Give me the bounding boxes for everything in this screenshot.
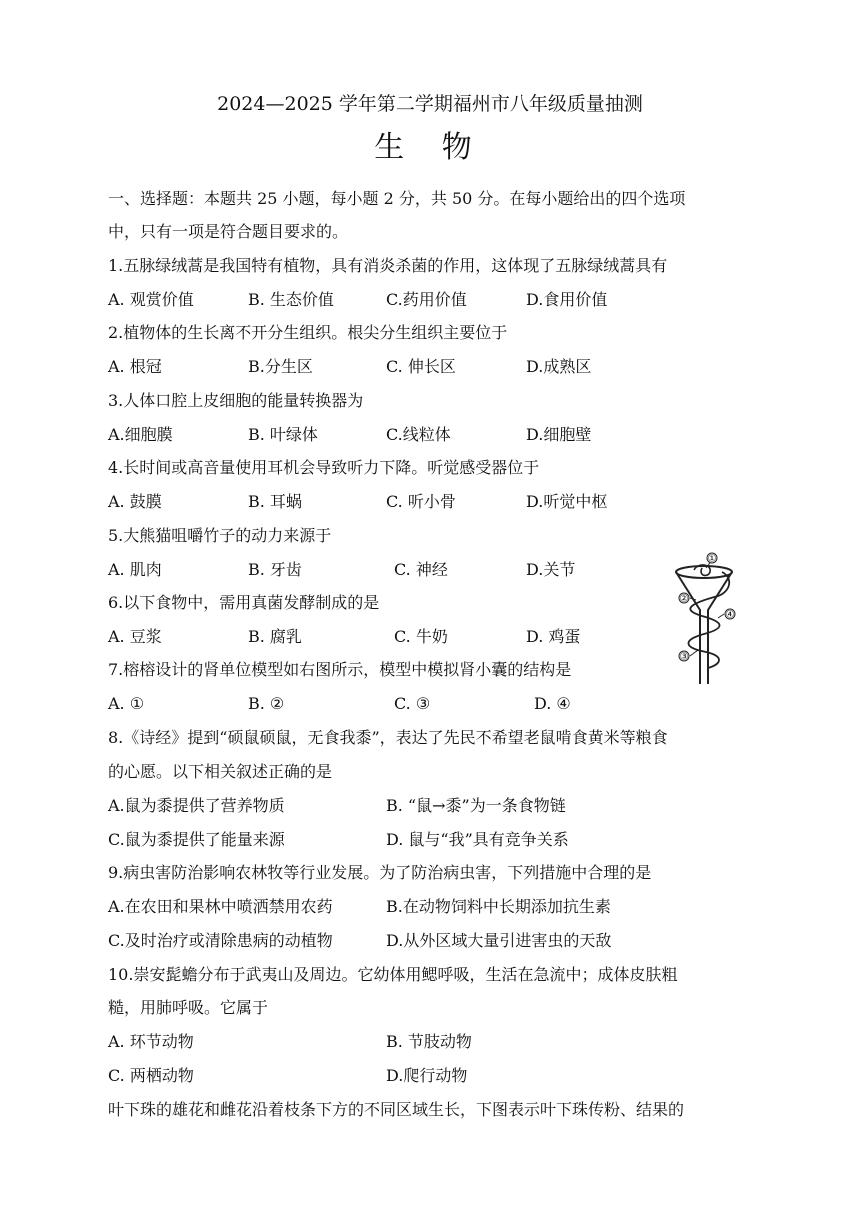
question-1-option-c: C.药用价值: [386, 290, 467, 309]
question-1-option-a: A. 观赏价值: [108, 290, 194, 309]
question-8-option-b: B. “鼠→黍”为一条食物链: [386, 796, 566, 815]
question-4-stem: 4.长时间或高音量使用耳机会导致听力下降。听觉感受器位于: [108, 458, 540, 477]
question-4-option-b: B. 耳蜗: [248, 492, 302, 511]
question-2-option-d: D.成熟区: [526, 357, 592, 376]
funnel-body: [676, 572, 732, 684]
question-5-stem: 5.大熊猫咀嚼竹子的动力来源于: [108, 526, 332, 545]
question-2-option-b: B.分生区: [248, 357, 313, 376]
figure-label-2: ②: [679, 593, 689, 605]
question-10-stem-cont: 糙，用肺呼吸。它属于: [108, 998, 269, 1017]
question-2-option-a: A. 根冠: [108, 357, 162, 376]
figure-label-1: ①: [707, 553, 717, 565]
passage-intro-text: 叶下珠的雄花和雌花沿着枝条下方的不同区域生长，下图表示叶下珠传粉、结果的: [108, 1100, 685, 1119]
question-5-option-a: A. 肌肉: [108, 560, 162, 579]
question-9-option-a: A.在农田和果林中喷洒禁用农药: [108, 897, 333, 916]
question-1-option-d: D.食用价值: [526, 290, 608, 309]
question-10-stem: 10.崇安髭蟾分布于武夷山及周边。它幼体用鳃呼吸，生活在急流中；成体皮肤粗: [108, 965, 678, 984]
section-intro-line1: 一、选择题：本题共 25 小题，每小题 2 分，共 50 分。在每小题给出的四个选项: [108, 189, 686, 208]
question-8-stem: 8.《诗经》提到“硕鼠硕鼠，无食我黍”，表达了先民不希望老鼠啃食黄米等粮食: [108, 728, 668, 747]
question-3-option-d: D.细胞壁: [526, 425, 592, 444]
question-6-option-d: D. 鸡蛋: [526, 627, 581, 646]
question-4-option-a: A. 鼓膜: [108, 492, 162, 511]
question-9-option-b: B.在动物饲料中长期添加抗生素: [386, 897, 611, 916]
question-9-option-d: D.从外区域大量引进害虫的天敌: [386, 931, 612, 950]
question-2-stem: 2.植物体的生长离不开分生组织。根尖分生组织主要位于: [108, 323, 508, 342]
question-10-option-b: B. 节肢动物: [386, 1032, 472, 1051]
question-3-option-c: C.线粒体: [386, 425, 451, 444]
question-5-option-b: B. 牙齿: [248, 560, 302, 579]
figure-label-3: ③: [679, 651, 689, 663]
question-9-stem: 9.病虫害防治影响农林牧等行业发展。为了防治病虫害，下列措施中合理的是: [108, 863, 652, 882]
question-8-option-a: A.鼠为黍提供了营养物质: [108, 796, 285, 815]
question-10-option-a: A. 环节动物: [108, 1032, 194, 1051]
question-3-option-b: B. 叶绿体: [248, 425, 318, 444]
question-9-option-c: C.及时治疗或清除患病的动植物: [108, 931, 333, 950]
question-5-option-c: C. 神经: [394, 560, 448, 579]
question-5-option-d: D.关节: [526, 560, 576, 579]
question-7-option-d: D. ④: [534, 694, 571, 713]
question-7-option-b: B. ②: [248, 694, 285, 713]
question-3-stem: 3.人体口腔上皮细胞的能量转换器为: [108, 391, 364, 410]
question-1-stem: 1.五脉绿绒蒿是我国特有植物，具有消炎杀菌的作用，这体现了五脉绿绒蒿具有: [108, 256, 668, 275]
question-6-stem: 6.以下食物中，需用真菌发酵制成的是: [108, 593, 380, 612]
subject-title: 生 物: [374, 130, 486, 165]
question-6-option-a: A. 豆浆: [108, 627, 162, 646]
question-7-stem: 7.榕榕设计的肾单位模型如右图所示，模型中模拟肾小囊的结构是: [108, 660, 572, 679]
question-10-option-c: C. 两栖动物: [108, 1066, 194, 1085]
question-8-option-d: D. 鼠与“我”具有竞争关系: [386, 830, 569, 849]
question-10-option-d: D.爬行动物: [386, 1066, 468, 1085]
question-7-option-c: C. ③: [394, 694, 431, 713]
figure-label-4: ④: [725, 609, 735, 621]
question-2-option-c: C. 伸长区: [386, 357, 456, 376]
question-4-option-c: C. 听小骨: [386, 492, 456, 511]
question-7-option-a: A. ①: [108, 694, 145, 713]
question-8-option-c: C.鼠为黍提供了能量来源: [108, 830, 285, 849]
question-8-stem-cont: 的心愿。以下相关叙述正确的是: [108, 762, 333, 781]
question-4-option-d: D.听觉中枢: [526, 492, 608, 511]
question-6-option-b: B. 腐乳: [248, 627, 302, 646]
question-1-option-b: B. 生态价值: [248, 290, 334, 309]
exam-title: 2024—2025 学年第二学期福州市八年级质量抽测: [217, 93, 643, 115]
nephron-model-figure: [668, 552, 740, 694]
question-3-option-a: A.细胞膜: [108, 425, 173, 444]
section-intro-line2: 中，只有一项是符合题目要求的。: [108, 222, 349, 241]
question-6-option-c: C. 牛奶: [394, 627, 448, 646]
